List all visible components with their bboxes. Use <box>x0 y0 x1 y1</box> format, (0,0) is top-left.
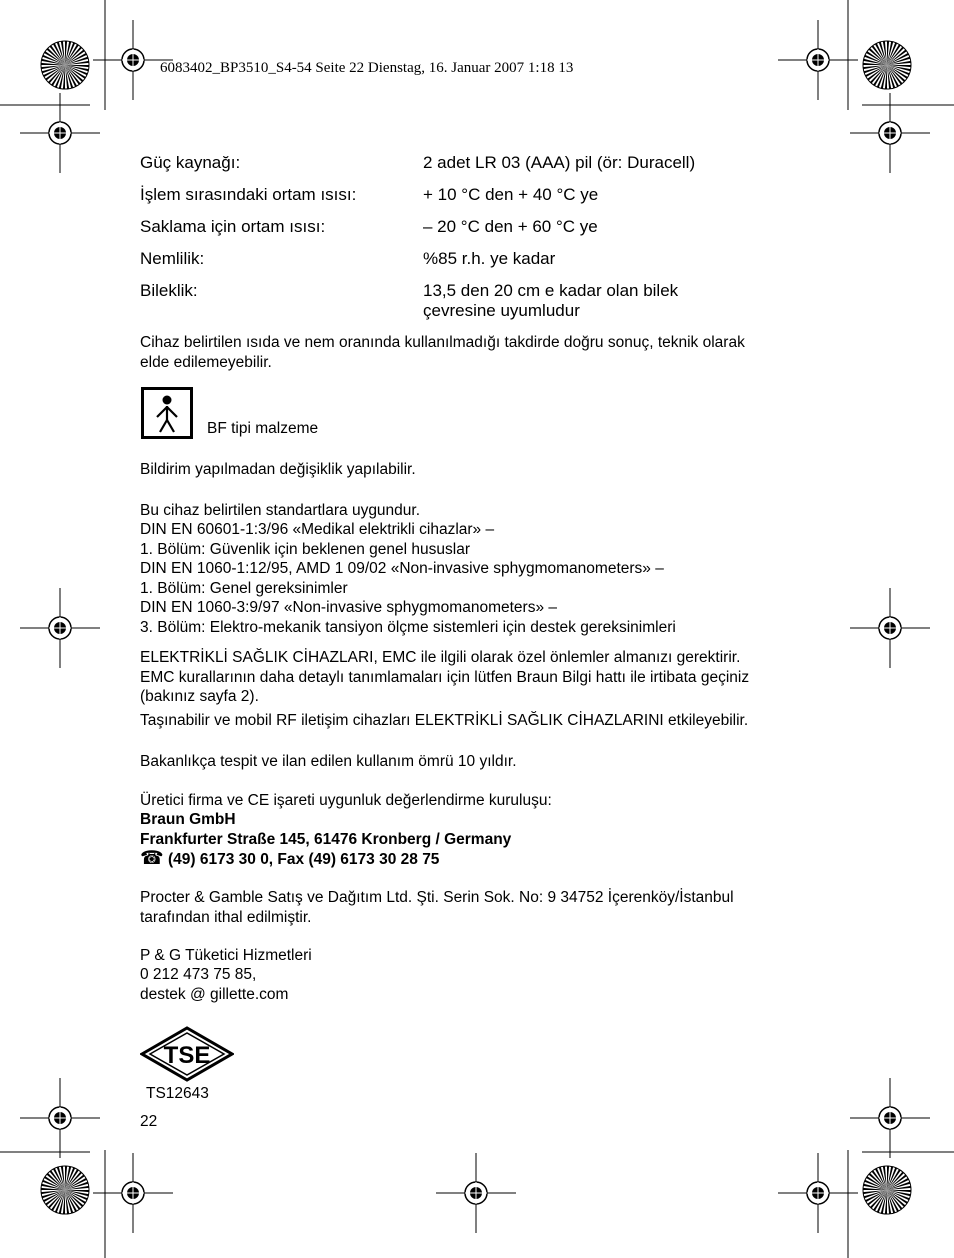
spec-value-cuff: 13,5 den 20 cm e kadar olan bilek çevresine uyumludur <box>423 281 679 320</box>
importer-note: Procter & Gamble Satış ve Dağıtım Ltd. Şti. Serin Sok. No: 9 34752 İçerenköy/İstanbul tarafından ithal edilmiştir. <box>140 889 734 926</box>
manufacturer-phone-line <box>140 849 439 870</box>
starburst-ray <box>885 1190 887 1214</box>
change-notice: Bildirim yapılmadan değişiklik yapılabilir. <box>140 461 416 478</box>
starburst-ray <box>65 1190 89 1192</box>
spec-label-power: Güç kaynağı: <box>140 153 241 172</box>
spec-label-storage-temp: Saklama için ortam ısısı: <box>140 217 326 236</box>
page-number: 22 <box>140 1113 158 1130</box>
tse-code: TS12643 <box>146 1085 209 1102</box>
manufacturer-name: Braun GmbH <box>140 811 236 828</box>
print-header-line: 6083402_BP3510_S4-54 Seite 22 Dienstag, 16. Januar 2007 1:18 13 <box>160 60 574 76</box>
standards-line: Bu cihaz belirtilen standartlara uygundur. <box>140 502 421 519</box>
manufacturer-phone: (49) 6173 30 0, Fax (49) 6173 30 28 75 <box>167 851 440 868</box>
standards-line: 3. Bölüm: Elektro-mekanik tansiyon ölçme sistemleri için destek gereksinimleri <box>140 619 676 636</box>
standards-line: DIN EN 1060-1:12/95, AMD 1 09/02 «Non-invasive sphygmomanometers» – <box>140 560 664 577</box>
lifetime-note: Bakanlıkça tespit ve ilan edilen kullanım ömrü 10 yıldır. <box>140 753 517 770</box>
spec-label-humidity: Nemlilik: <box>140 249 205 268</box>
starburst-ray <box>41 1188 65 1190</box>
telephone-icon: ☎ <box>140 848 164 869</box>
starburst-ray <box>863 1188 887 1190</box>
tse-logo-text: TSE <box>163 1042 211 1069</box>
starburst-ray <box>65 65 89 67</box>
bf-type-person-icon <box>141 387 193 439</box>
starburst-ray <box>63 1190 65 1214</box>
consumer-service-phone: 0 212 473 75 85, <box>140 966 257 983</box>
starburst-ray <box>65 1166 67 1190</box>
starburst-ray <box>63 65 65 89</box>
starburst-ray <box>887 65 911 67</box>
spec-label-cuff: Bileklik: <box>140 281 198 300</box>
starburst-ray <box>887 1190 911 1192</box>
standards-line: 1. Bölüm: Genel gereksinimler <box>140 580 348 597</box>
starburst-ray <box>887 41 889 65</box>
spec-value-humidity: %85 r.h. ye kadar <box>423 249 556 268</box>
spec-value-power: 2 adet LR 03 (AAA) pil (ör: Duracell) <box>423 153 696 172</box>
starburst-ray <box>885 65 887 89</box>
consumer-service-email: destek @ gillette.com <box>140 986 289 1003</box>
starburst-ray <box>863 63 887 65</box>
manufacturer-intro: Üretici firma ve CE işareti uygunluk değerlendirme kuruluşu: <box>140 792 552 809</box>
spec-label-operating-temp: İşlem sırasındaki ortam ısısı: <box>140 185 357 204</box>
standards-line: 1. Bölüm: Güvenlik için beklenen genel hususlar <box>140 541 470 558</box>
spec-value-operating-temp: + 10 °C den + 40 °C ye <box>423 185 599 204</box>
emc-note: ELEKTRİKLİ SAĞLIK CİHAZLARI, EMC ile ilgili olarak özel önlemler almanızı gerektirir. EMC kurallarının daha detaylı tanımlamaları için lütfen Braun Bilgi hattı ile irtibata geçiniz (bakınız sayfa 2). <box>140 649 750 705</box>
bf-type-label: BF tipi malzeme <box>207 420 319 437</box>
consumer-service-name: P & G Tüketici Hizmetleri <box>140 947 312 964</box>
standards-line: DIN EN 60601-1:3/96 «Medikal elektrikli cihazlar» – <box>140 521 495 538</box>
accuracy-note: Cihaz belirtilen ısıda ve nem oranında kullanılmadığı takdirde doğru sonuç, teknik olarak elde edilemeyebilir. <box>140 334 745 371</box>
standards-line: DIN EN 1060-3:9/97 «Non-invasive sphygmomanometers» – <box>140 599 557 616</box>
spec-value-storage-temp: – 20 °C den + 60 °C ye <box>423 217 598 236</box>
tse-logo <box>140 1026 234 1082</box>
manufacturer-address: Frankfurter Straße 145, 61476 Kronberg / Germany <box>140 831 512 848</box>
starburst-ray <box>65 41 67 65</box>
starburst-ray <box>887 1166 889 1190</box>
rf-note: Taşınabilir ve mobil RF iletişim cihazları ELEKTRİKLİ SAĞLIK CİHAZLARINI etkileyebilir. <box>140 712 749 729</box>
starburst-ray <box>41 63 65 65</box>
